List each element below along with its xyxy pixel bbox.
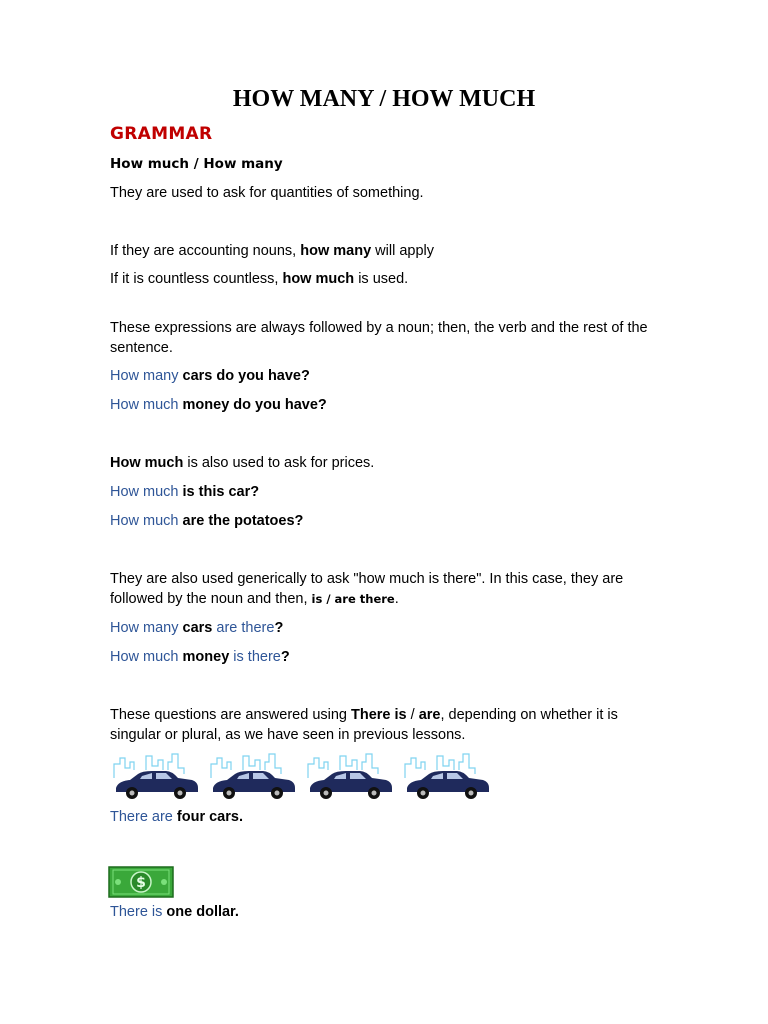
bold-text: four cars. [172,809,243,825]
blue-term: How much [110,649,179,665]
example-cars-are-there [110,618,283,638]
blue-term: is there [233,649,281,665]
text: If they are accounting nouns, [110,243,301,259]
bold-text: ? [280,649,290,665]
bold-term: is / are there [311,592,395,606]
car-with-skyline-icon [399,752,493,804]
example-money-is-there [110,647,290,667]
example-how-many-cars [110,366,310,386]
bold-term: how much [282,271,355,287]
blue-term: How many [110,620,179,636]
blue-term: How much [110,484,179,500]
blue-term: There are [110,809,173,825]
subheading: How much / How many [110,156,283,172]
answer-paragraph [110,705,670,745]
example-how-much-money [110,395,327,415]
price-intro [110,453,374,473]
bold-term: are [418,707,441,723]
intro-text: They are used to ask for quantities of something. [110,185,424,201]
example-four-cars [110,807,243,827]
bold-text: ? [274,620,284,636]
text: / [406,707,419,723]
rule-how-many [110,241,434,261]
text: is also used to ask for prices. [183,455,375,471]
section-heading: GRAMMAR [110,124,213,144]
bold-text: one dollar. [162,904,239,920]
dollar-bill-icon [108,866,174,898]
bold-text: money [178,649,234,665]
expressions-paragraph: These expressions are always followed by a noun; then, the verb and the rest of the sentence. [110,320,648,356]
bold-term: how many [300,243,372,259]
text: will apply [371,243,435,259]
bold-text: cars do you have? [178,368,310,384]
page-title: HOW MANY / HOW MUCH [232,86,536,112]
bold-text: money do you have? [178,397,327,413]
car-with-skyline-icon [108,752,202,804]
bold-text: is this car? [178,484,260,500]
dollar-symbol: $ [136,875,146,891]
blue-term: How much [110,397,179,413]
blue-term: There is [110,904,163,920]
bold-term: How much [110,455,184,471]
car-with-skyline-icon [302,752,396,804]
blue-term: How many [110,368,179,384]
text: . [394,591,399,607]
bold-term: There is [351,707,407,723]
rule-how-much [110,269,408,289]
four-cars-illustration [108,752,498,804]
car-with-skyline-icon [205,752,299,804]
blue-term: How much [110,513,179,529]
bold-text: cars [178,620,217,636]
bold-text: are the potatoes? [178,513,304,529]
text: is used. [354,271,409,287]
example-potatoes [110,511,303,531]
generic-paragraph [110,569,670,609]
example-one-dollar [110,902,239,922]
example-this-car [110,482,259,502]
text: If it is countless countless, [110,271,283,287]
text: They are also used generically to ask "how much is there". In this case, they are followed by the noun and then, [110,571,624,607]
blue-term: are there [216,620,275,636]
text: These questions are answered using [110,707,352,723]
text: , depending on whether it is singular or plural, as we have seen in previous lessons. [110,707,618,743]
